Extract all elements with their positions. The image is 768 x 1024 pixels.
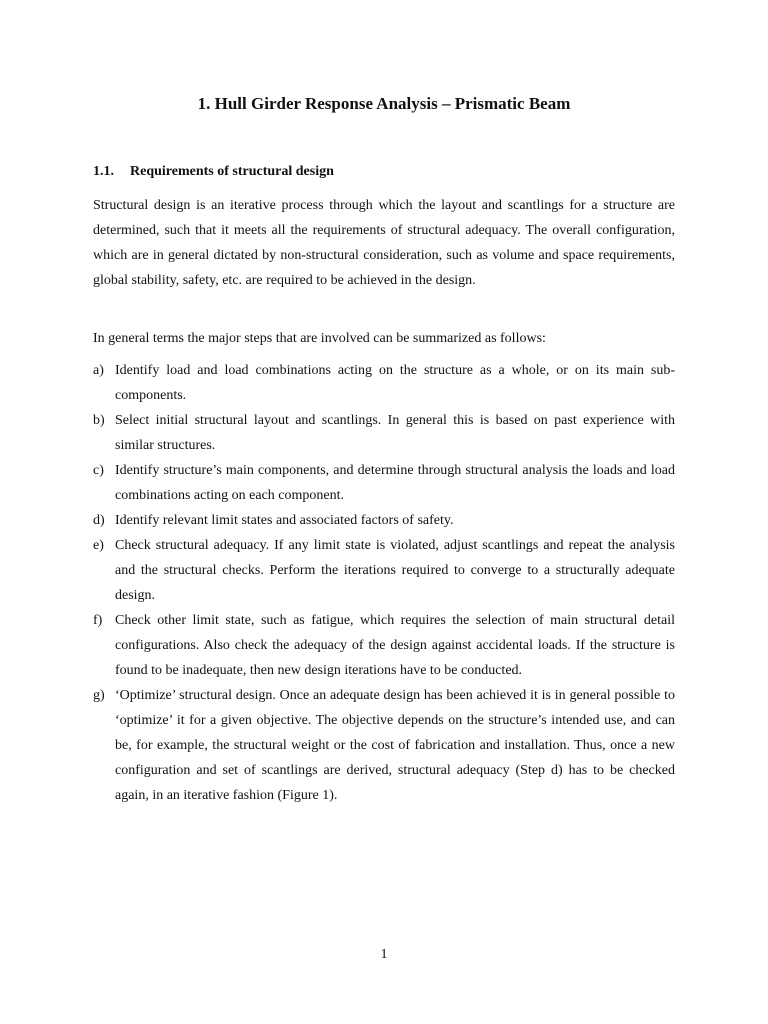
page-number: 1 — [380, 947, 388, 962]
list-marker: b) — [93, 413, 105, 428]
section-number: 1.1. — [93, 164, 114, 179]
list-item-text: Identify structure’s main components, and determine through structural analysis the loads and load combinations acting on each component. — [115, 463, 675, 503]
list-item — [93, 408, 675, 458]
summary-paragraph: In general terms the major steps that are involved can be summarized as follows: — [93, 331, 546, 346]
design-steps-list — [93, 358, 675, 808]
section-heading — [93, 163, 334, 181]
intro-paragraph: Structural design is an iterative process through which the layout and scantlings for a structure are determined, such that it meets all the requirements of structural adequacy. The overall configuration, which are in general dictated by non-structural consideration, such as volume and space requirements, global stability, safety, etc. are required to be achieved in the design. — [93, 198, 675, 288]
list-marker: e) — [93, 538, 104, 553]
list-item-text: Identify load and load combinations acting on the structure as a whole, or on its main sub-components. — [115, 363, 675, 403]
section-heading-text: Requirements of structural design — [130, 164, 334, 179]
list-marker: a) — [93, 363, 104, 378]
list-item — [93, 533, 675, 608]
list-item — [93, 608, 675, 683]
list-marker: f) — [93, 613, 103, 628]
list-marker: g) — [93, 688, 105, 703]
list-item-text: Select initial structural layout and scantlings. In general this is based on past experience with similar structures. — [115, 413, 675, 453]
list-item-text: Check other limit state, such as fatigue, which requires the selection of main structural detail configurations. Also check the adequacy of the design against accidental loads. If the structure is found to be inadequate, then new design iterations have to be conducted. — [115, 613, 675, 678]
list-item — [93, 683, 675, 808]
list-item — [93, 458, 675, 508]
list-marker: c) — [93, 463, 104, 478]
page-title: 1. Hull Girder Response Analysis – Prismatic Beam — [197, 94, 571, 113]
list-item — [93, 508, 675, 533]
list-item-text: ‘Optimize’ structural design. Once an adequate design has been achieved it is in general possible to ‘optimize’ it for a given objective. The objective depends on the structure’s intended use, and can be, for example, the structural weight or the cost of fabrication and installation. Thus, once a new configuration and set of scantlings are derived, structural adequacy (Step d) has to be checked again, in an iterative fashion (Figure 1). — [115, 688, 675, 803]
list-item — [93, 358, 675, 408]
list-item-text: Identify relevant limit states and associated factors of safety. — [115, 513, 454, 528]
list-item-text: Check structural adequacy. If any limit state is violated, adjust scantlings and repeat the analysis and the structural checks. Perform the iterations required to converge to a structurally adequate design. — [115, 538, 675, 603]
list-marker: d) — [93, 513, 105, 528]
